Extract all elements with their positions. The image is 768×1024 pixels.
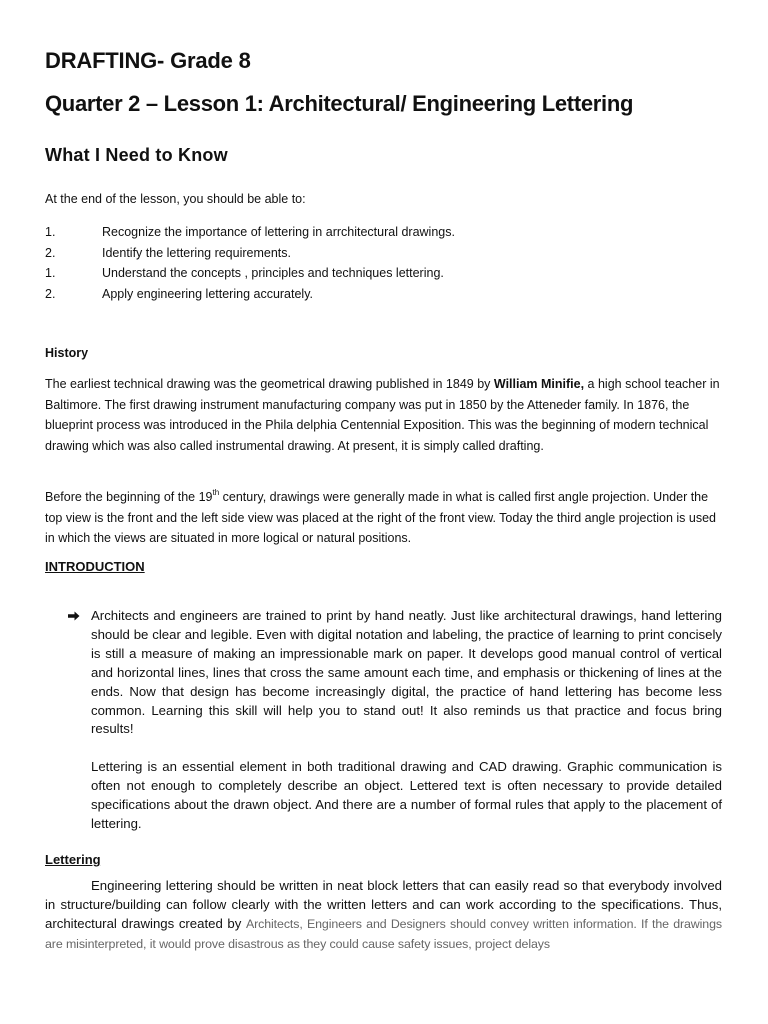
list-item (45, 263, 725, 284)
history-p2-end: century, drawings were generally made in what is called first angle projection. Under the top view is the front and the left side view was placed at the right of the front view. Today the third angle projection is used in which the views are situated in more logical or natural positions. (45, 490, 716, 546)
history-heading: History (45, 346, 89, 360)
section-heading: What I Need to Know (45, 145, 228, 165)
history-paragraph-2 (45, 487, 723, 549)
list-item (45, 284, 725, 305)
history-p1-start: The earliest technical drawing was the geometrical drawing published in 1849 by (45, 377, 494, 391)
history-p2-start: Before the beginning of the 19 (45, 490, 213, 504)
introduction-heading: INTRODUCTION (45, 559, 145, 574)
objectives-intro: At the end of the lesson, you should be able to: (45, 192, 306, 206)
history-p1-end: a high school teacher in Baltimore. The first drawing instrument manufacturing company was put in 1850 by the Atteneder family. In 1876, the blueprint process was introduced in the Phila delphia Centennial Exposition. This was the beginning of modern technical drawing which was also called instrumental drawing. At present, it is simply called drafting. (45, 377, 720, 454)
introduction-paragraph-2: Lettering is an essential element in both traditional drawing and CAD drawing. Graphic communication is often not enough to completely describe an object. Lettered text is often necessary to provide detailed specifications about the drawn object. And there are a number of formal rules that apply to the placement of lettering. (91, 759, 722, 831)
list-item-number: 2. (45, 287, 56, 302)
lettering-paragraph (45, 876, 722, 954)
history-p2-superscript: th (212, 487, 220, 497)
history-p1-bold-name: William Minifie, (493, 377, 585, 391)
lettering-p-start: Engineering lettering should be written in neat block letters that can easily read so that everybody involved in structure/building can follow clearly with the written letters and can work according to the specifications. Thus, architectural drawings created by (45, 878, 722, 931)
document-title: DRAFTING- Grade 8 (45, 48, 251, 73)
introduction-paragraph-1: Architects and engineers are trained to print by hand neatly. Just like architectural drawings, hand lettering should be clear and legible. Even with digital notation and labeling, the practice of learning to print concisely is still a measure of making an impressionable mark on paper. It develops good manual control of vertical and horizontal lines, lines that cross the same amount each time, and emphasis or thickening of lines at the ends. Now that design has become increasingly digital, the practice of hand lettering has become less common. Learning this skill will help you to stand out! It also reminds us that practice and focus bring results! (91, 608, 722, 737)
list-item-text: Understand the concepts , principles and techniques lettering. (102, 266, 444, 281)
lettering-heading: Lettering (45, 852, 101, 867)
list-item-number: 1. (45, 266, 56, 281)
list-item-number: 1. (45, 225, 56, 240)
list-item-text: Recognize the importance of lettering in arrchitectural drawings. (102, 225, 455, 240)
lettering-p-grey-text: Architects, Engineers and Designers should convey written information. If the drawings are misinterpreted, it would prove disastrous as they could cause safety issues, project delays (45, 917, 722, 951)
list-item (45, 243, 725, 264)
objectives-list (45, 222, 725, 304)
history-paragraph-1 (45, 374, 723, 457)
list-item-number: 2. (45, 245, 56, 260)
arrow-bullet-icon (68, 611, 80, 621)
list-item (45, 222, 725, 243)
list-item-text: Identify the lettering requirements. (102, 245, 291, 260)
list-item-text: Apply engineering lettering accurately. (102, 287, 314, 302)
lesson-title: Quarter 2 – Lesson 1: Architectural/ Engineering Lettering (45, 91, 634, 116)
